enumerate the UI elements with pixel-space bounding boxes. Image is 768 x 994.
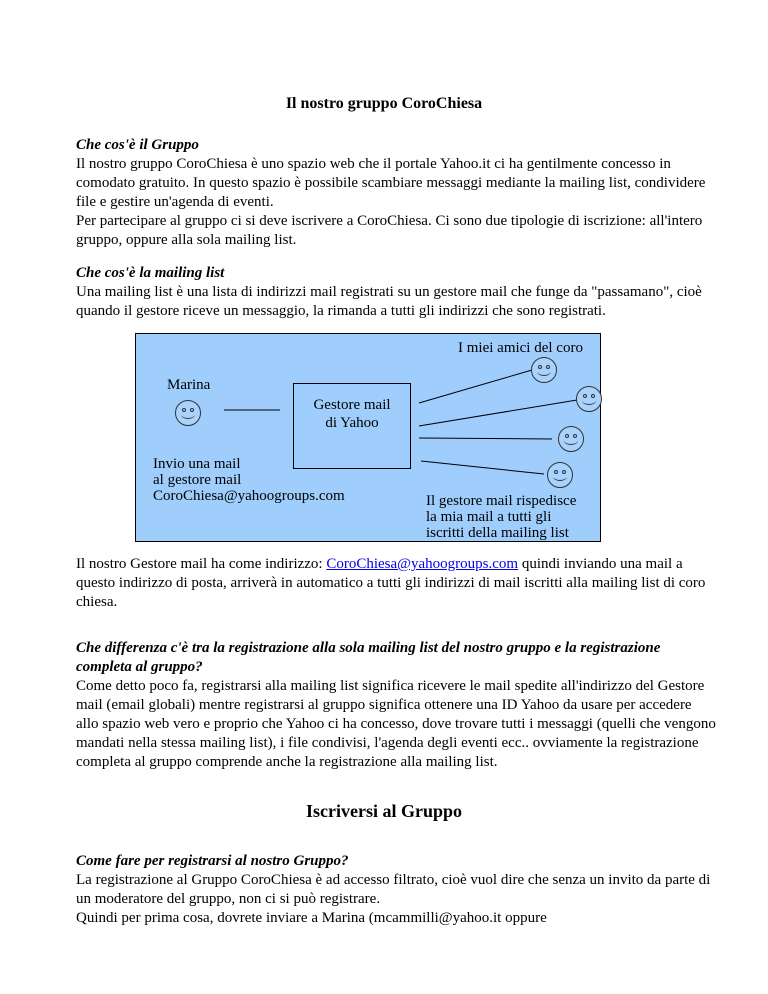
text-span: Il nostro Gestore mail ha come indirizzo: (76, 556, 327, 572)
recipient-line (419, 400, 577, 426)
page-title: Il nostro gruppo CoroChiesa (285, 95, 483, 112)
mailing-list-diagram (135, 333, 601, 542)
question-heading: Che cos'è la mailing list (76, 265, 225, 281)
friends-label: I miei amici del coro (458, 340, 583, 356)
recipient-line (419, 438, 552, 439)
section-how-to-register (76, 852, 716, 928)
caption-line: la mia mail a tutti gli (426, 509, 552, 525)
caption-line: al gestore mail (153, 472, 242, 488)
friend-smiley-icon (576, 386, 602, 412)
paragraph: Il nostro gruppo CoroChiesa è uno spazio web che il portale Yahoo.it ci ha gentilmente concesso in comodato gratuito. In questo spazio è possibile scambiare messaggi mediante la mailing list, condividere file e gestire un'agenda di eventi. (76, 156, 706, 210)
section-title: Iscriversi al Gruppo (306, 801, 462, 821)
friend-smiley-icon (531, 357, 557, 383)
text-span: quindi inviando una mail a questo indirizzo di posta, arriverà in automatico a tutti gli indirizzi di mail iscritti alla mailing list di coro chiesa. (76, 556, 706, 610)
friend-smiley-icon (547, 462, 573, 488)
caption-line: iscritti della mailing list (426, 525, 569, 541)
email-link[interactable]: CoroChiesa@yahoogroups.com (326, 556, 519, 572)
section-what-is-group (76, 136, 716, 250)
question-heading: Che differenza c'è tra la registrazione alla sola mailing list del nostro gruppo e la registrazione completa al gruppo? (76, 640, 661, 675)
paragraph: Come detto poco fa, registrarsi alla mailing list significa ricevere le mail spedite all'indirizzo del Gestore mail (email globali) mentre registrarsi al gruppo significa ottenere una ID Yahoo da usare per accedere allo spazio web vero e proprio che Yahoo ci ha concesso, dove trovare tutti i messaggi (quelli che vengono mandati nella stessa mailing list), i file condivisi, l'agenda degli eventi ecc.. ovviamente la registrazione completa al gruppo comprende anche la registrazione alla mailing list. (76, 678, 716, 770)
paragraph: Quindi per prima cosa, dovrete inviare a Marina (mcammilli@yahoo.it oppure (76, 910, 547, 926)
mail-address-paragraph (76, 555, 716, 612)
box-line: di Yahoo (325, 415, 379, 431)
section-difference (76, 639, 716, 772)
resend-caption (426, 493, 576, 541)
caption-line: Invio una mail (153, 456, 241, 472)
section-what-is-mailing-list (76, 264, 716, 321)
send-caption (153, 456, 345, 504)
box-line: Gestore mail (313, 397, 391, 413)
question-heading: Che cos'è il Gruppo (76, 137, 199, 153)
recipient-line (419, 370, 532, 403)
paragraph: Una mailing list è una lista di indirizzi mail registrati su un gestore mail che funge da "passamano", cioè quando il gestore riceve un messaggio, la rimanda a tutti gli indirizzi che sono registrati. (76, 284, 702, 319)
paragraph: Per partecipare al gruppo ci si deve iscrivere a CoroChiesa. Ci sono due tipologie di iscrizione: all'intero gruppo, oppure alla sola mailing list. (76, 213, 703, 248)
recipient-line (421, 461, 544, 474)
sender-smiley-icon (175, 400, 201, 426)
caption-line: Il gestore mail rispedisce (426, 493, 577, 509)
question-heading: Come fare per registrarsi al nostro Gruppo? (76, 853, 349, 869)
sender-label: Marina (167, 377, 211, 393)
friend-smiley-icon (558, 426, 584, 452)
paragraph (76, 555, 716, 612)
caption-line: CoroChiesa@yahoogroups.com (153, 488, 345, 504)
paragraph: La registrazione al Gruppo CoroChiesa è ad accesso filtrato, cioè vuol dire che senza un invito da parte di un moderatore del gruppo, non ci si può registrare. (76, 872, 711, 907)
